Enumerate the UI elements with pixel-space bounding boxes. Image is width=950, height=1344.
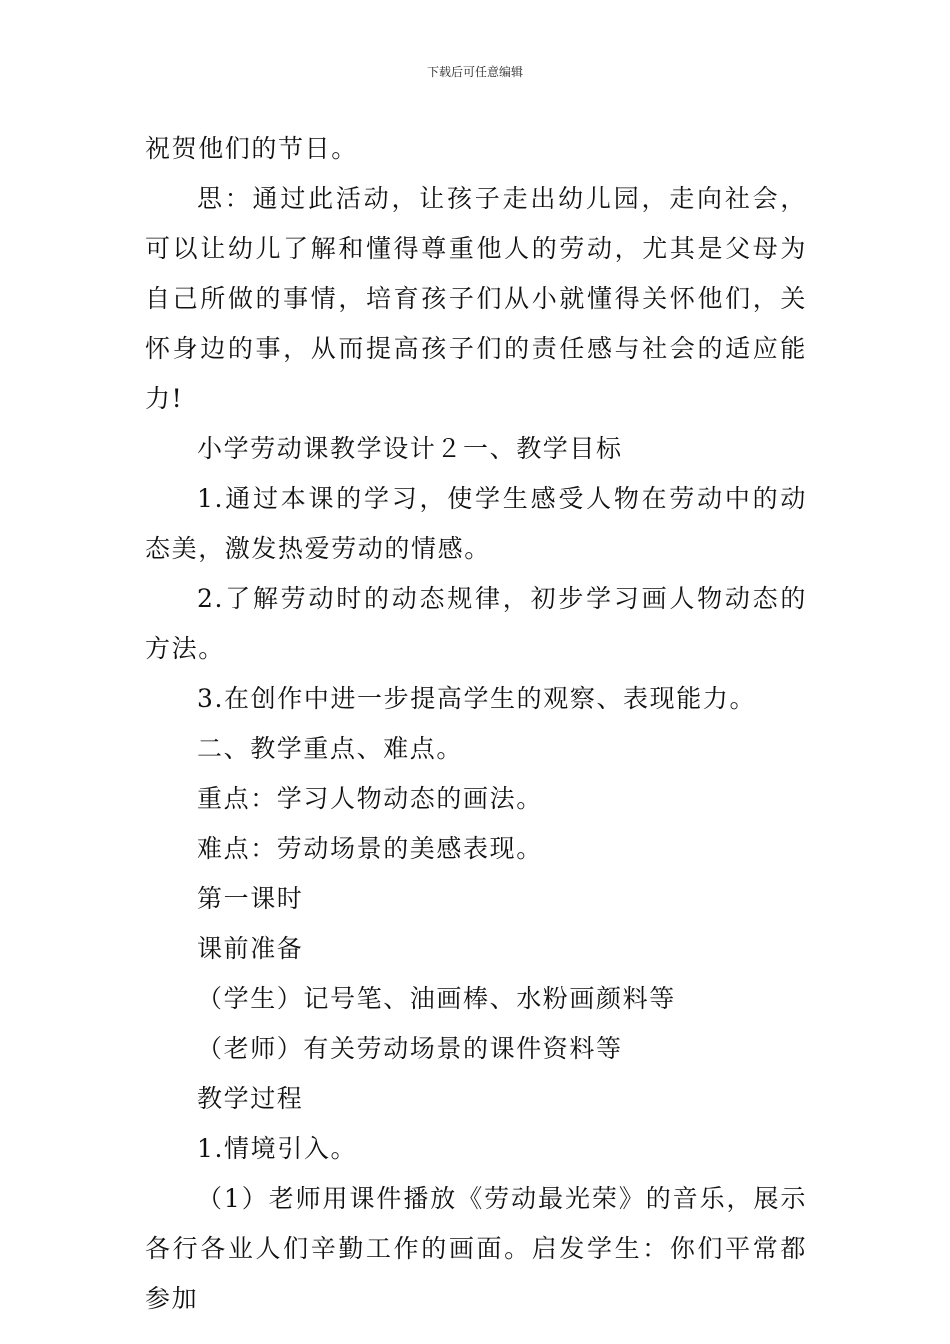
paragraph: 祝贺他们的节日。 bbox=[145, 134, 358, 163]
paragraph: 重点：学习人物动态的画法。 bbox=[197, 784, 543, 813]
paragraph: （1）老师用课件播放《劳动最光荣》的音乐，展示各行各业人们辛勤工作的画面。启发学生：你们平常都参加 bbox=[145, 1184, 807, 1313]
document-body bbox=[145, 124, 807, 1324]
section-heading: 第一课时 bbox=[197, 884, 304, 913]
list-item: 1.通过本课的学习，使学生感受人物在劳动中的动态美，激发热爱劳动的情感。 bbox=[145, 484, 807, 563]
list-item: 2.了解劳动时的动态规律，初步学习画人物动态的方法。 bbox=[145, 584, 807, 663]
section-heading: 课前准备 bbox=[197, 934, 304, 963]
section-heading: 二、教学重点、难点。 bbox=[197, 734, 464, 763]
list-item: 1.情境引入。 bbox=[197, 1134, 358, 1163]
paragraph: 难点：劳动场景的美感表现。 bbox=[197, 834, 543, 863]
paragraph: （学生）记号笔、油画棒、水粉画颜料等 bbox=[197, 984, 676, 1013]
paragraph: 思：通过此活动，让孩子走出幼儿园，走向社会，可以让幼儿了解和懂得尊重他人的劳动，尤其是父母为自己所做的事情，培育孩子们从小就懂得关怀他们，关怀身边的事，从而提高孩子们的责任感与社会的适应能力! bbox=[145, 184, 807, 413]
section-heading: 教学过程 bbox=[197, 1084, 304, 1113]
list-item: 3.在创作中进一步提高学生的观察、表现能力。 bbox=[197, 684, 757, 713]
section-heading: 小学劳动课教学设计２一、教学目标 bbox=[197, 434, 623, 463]
page-header: 下载后可任意编辑 bbox=[426, 65, 523, 79]
paragraph: （老师）有关劳动场景的课件资料等 bbox=[197, 1034, 623, 1063]
